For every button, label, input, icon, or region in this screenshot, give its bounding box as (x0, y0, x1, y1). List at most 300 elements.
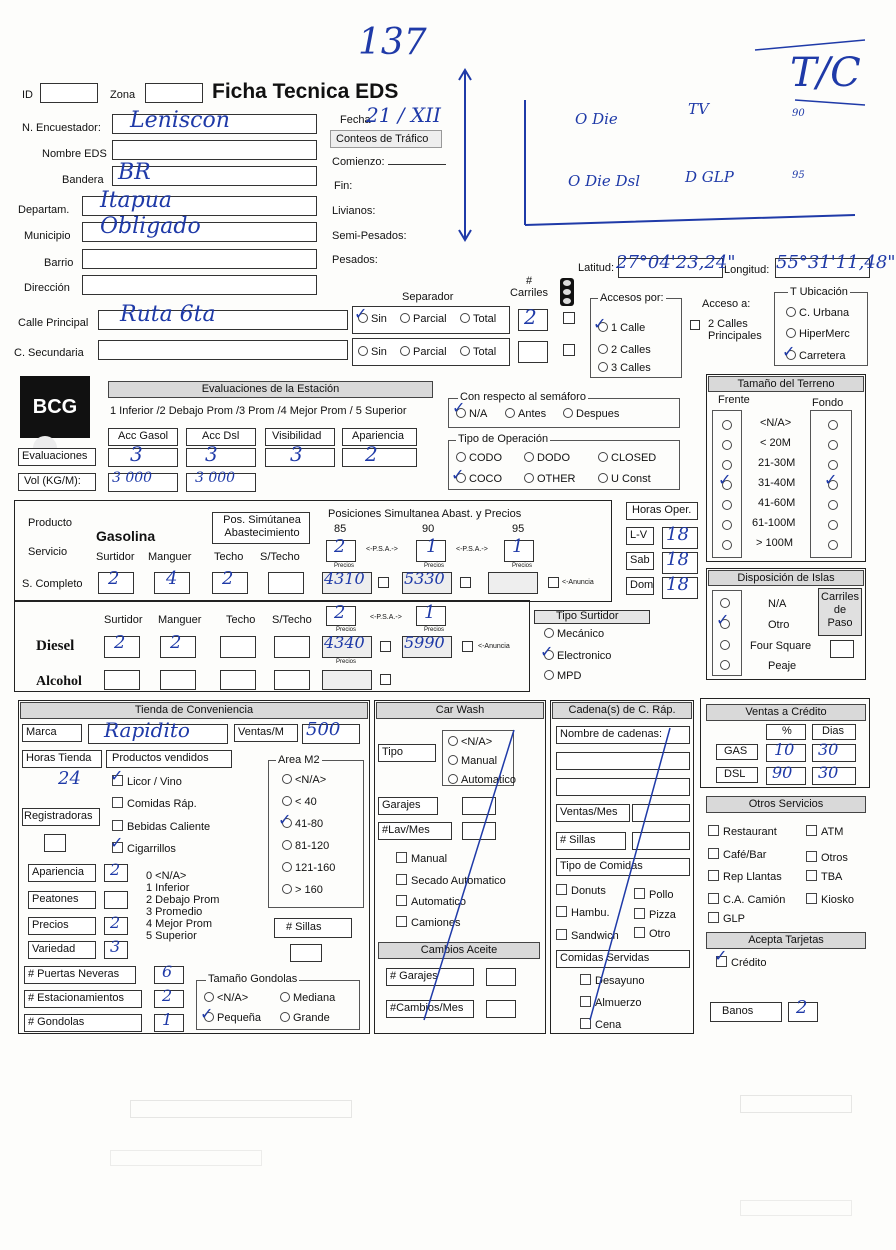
islas-peaje-radio[interactable] (720, 660, 730, 670)
op-coco-label: COCO (469, 473, 502, 485)
carriles-secundaria-check[interactable] (563, 344, 575, 356)
eval-visibilidad-value: 3 (290, 442, 303, 466)
tipo-auto-label: Automatico (461, 774, 517, 786)
gond-pequena-mark: ✓ (200, 1004, 214, 1023)
sep1-total-label: Total (473, 313, 497, 325)
os-tba[interactable] (806, 870, 842, 883)
alcohol-precio-field[interactable] (322, 670, 372, 690)
gond-grande-label: Grande (293, 1012, 330, 1024)
livianos-label: Livianos: (332, 205, 376, 217)
alcohol-manguer-field[interactable] (160, 670, 196, 690)
vol-gas-value: 3 000 (112, 470, 153, 486)
s-completo-label: S. Completo (22, 578, 83, 590)
acceso-1calle-label: 1 Calle (611, 322, 646, 334)
carriles-secundaria-field[interactable] (518, 341, 548, 363)
prod-licor-label: Licor / Vino (127, 776, 182, 788)
prod-comidas[interactable] (112, 797, 197, 810)
surtidor-mpd-label: MPD (557, 670, 582, 682)
ventas-label: Ventas/M (238, 726, 284, 738)
diesel-label: Diesel (36, 638, 75, 654)
cs-cena-label: Cena (595, 1019, 622, 1031)
islas-na[interactable] (720, 598, 733, 610)
op-codo[interactable] (456, 452, 502, 464)
op-codo-label: CODO (469, 452, 502, 464)
tipo-na-label: <N/A> (461, 736, 493, 748)
gond-na[interactable] (204, 992, 248, 1004)
pos-sim-label: Pos. Simútanea Abastecimiento (223, 514, 301, 539)
eval-accgasol-value: 3 (130, 442, 143, 466)
calle-secundaria-label: C. Secundaria (14, 347, 84, 359)
registradoras-field[interactable] (44, 834, 66, 852)
frente-100-radio[interactable] (722, 540, 732, 550)
surtidor-electronico-label: Electronico (557, 650, 612, 662)
op-closed-radio[interactable] (598, 452, 608, 462)
form-title: Ficha Tecnica EDS (212, 80, 399, 103)
diesel-surtidor-value: 2 (114, 632, 126, 653)
os-rep-llantas[interactable] (708, 870, 782, 883)
gas-techo-value: 2 (222, 568, 234, 589)
op-dodo[interactable] (524, 452, 570, 464)
terreno-opt-20: < 20M (760, 437, 791, 449)
peatones-field[interactable] (104, 891, 128, 909)
area-121160[interactable] (282, 862, 335, 874)
op-other[interactable] (524, 473, 576, 485)
fecha-value: 21 / XII (366, 103, 441, 127)
terreno-title: Tamaño del Terreno (708, 376, 864, 392)
os-otros[interactable] (806, 851, 848, 864)
op-closed[interactable] (598, 452, 656, 464)
horas-dom-value: 18 (666, 574, 689, 595)
op-codo-radio[interactable] (456, 452, 466, 462)
os-atm[interactable] (806, 825, 843, 838)
gasolina-label: Gasolina (96, 528, 156, 544)
os-camion-check[interactable] (708, 893, 719, 904)
sep1-total[interactable] (460, 313, 496, 325)
cadenas-strike (550, 720, 694, 1034)
sep1-sin-mark: ✓ (354, 304, 368, 323)
gondolas-label: # Gondolas (28, 1016, 85, 1028)
anuncia-check[interactable] (548, 577, 559, 588)
acceso-2calles-radio[interactable] (598, 344, 608, 354)
os-cafe-label: Café/Bar (723, 849, 767, 861)
tarjetas-title: Acepta Tarjetas (706, 932, 866, 949)
area-121160-radio[interactable] (282, 862, 292, 872)
sep2-parcial-radio[interactable] (400, 346, 410, 356)
cadenas-title: Cadena(s) de C. Ráp. (552, 702, 692, 719)
octano-95: 95 (512, 523, 525, 535)
surtidor-mpd-radio[interactable] (544, 670, 554, 680)
sep2-total-radio[interactable] (460, 346, 470, 356)
separador-label: Separador (402, 291, 454, 303)
prod-licor-mark: ✓ (110, 766, 124, 785)
tc-donuts-label: Donuts (571, 885, 606, 897)
note-2a: O Die Dsl (568, 172, 641, 190)
tipo-label: Tipo (382, 746, 403, 758)
os-camion-label: C.A. Camión (723, 894, 786, 906)
ubicacion-hipermerc[interactable] (786, 328, 850, 340)
islas-peaje[interactable] (720, 660, 733, 672)
col-techo: Techo (214, 551, 244, 563)
gond-na-radio[interactable] (204, 992, 214, 1002)
terreno-rows (712, 416, 862, 556)
sep2-sin-label: Sin (371, 346, 387, 358)
precio85-value: 4310 (324, 569, 365, 588)
sillas-label: # Sillas (286, 921, 322, 933)
surtidor-electronico[interactable] (544, 650, 611, 662)
scale-1: 1 Inferior (146, 882, 190, 894)
nombre-cadenas-label: Nombre de cadenas: (560, 728, 663, 740)
eval-accgasol-field[interactable] (108, 448, 178, 467)
marca-value: Rapidito (104, 718, 190, 742)
evaluaciones-title: Evaluaciones de la Estación (108, 381, 433, 398)
tienda-title: Tienda de Conveniencia (20, 702, 368, 719)
prod-bebidas[interactable] (112, 820, 210, 833)
area-81120[interactable] (282, 840, 329, 852)
credito-title: Ventas a Crédito (706, 704, 866, 721)
semaforo-despues[interactable] (563, 408, 619, 420)
scale-5: 5 Superior (146, 930, 197, 942)
os-restaurant[interactable] (708, 825, 777, 838)
eval-col-visibilidad-label: Visibilidad (272, 430, 322, 442)
surtidor-mecanico-radio[interactable] (544, 628, 554, 638)
diesel-anuncia-label: <-Anuncia (478, 643, 510, 650)
operacion-label: Tipo de Operación (458, 433, 549, 445)
horas-tienda-label: Horas Tienda (26, 752, 92, 764)
sep2-parcial-label: Parcial (413, 346, 447, 358)
op-uconst-radio[interactable] (598, 473, 608, 483)
area-4180-mark: ✓ (278, 810, 292, 829)
terreno-opt-100: > 100M (756, 537, 793, 549)
evaluaciones-row-text: Evaluaciones (22, 450, 88, 462)
id-label: ID (22, 89, 33, 101)
prod-cigarrillos-label: Cigarrillos (127, 843, 176, 855)
eval-accdsl-value: 3 (205, 442, 218, 466)
area-na[interactable] (282, 774, 326, 786)
banos-value: 2 (796, 997, 808, 1018)
acceso-2calles-principales-check[interactable] (690, 320, 700, 330)
area-121160-label: 121-160 (295, 862, 336, 874)
precio85-check[interactable] (378, 577, 389, 588)
islas-four-label: Four Square (750, 640, 812, 652)
psa-1: <-P.S.A.-> (366, 546, 398, 553)
gas-surtidor-value: 2 (108, 568, 120, 589)
latitud-value: 27°04'23,24" (616, 252, 736, 273)
traffic-light-icon (560, 278, 574, 306)
tarjetas-credito-mark: ✓ (714, 946, 728, 965)
gas-manguer-value: 4 (166, 568, 178, 589)
sep2-total-label: Total (473, 346, 497, 358)
diesel-precios-2: Precios (424, 627, 445, 633)
fondo-20-radio[interactable] (828, 440, 838, 450)
calle-secundaria-field[interactable] (98, 340, 348, 360)
gond-mediana-radio[interactable] (280, 992, 290, 1002)
alcohol-check[interactable] (380, 674, 391, 685)
frente-2130-radio[interactable] (722, 460, 732, 470)
surtidor-mpd[interactable] (544, 670, 581, 682)
dsl-dias-value: 30 (818, 763, 839, 782)
fondo-2130-radio[interactable] (828, 460, 838, 470)
nombre-eds-field[interactable] (112, 140, 317, 160)
estacionamientos-label: # Estacionamientos (28, 992, 124, 1004)
cambios-title: Cambios Aceite (378, 942, 540, 959)
latitud-label: Latitud: (578, 262, 615, 274)
sep1-parcial[interactable] (400, 313, 447, 325)
tipo-comidas-label: Tipo de Comidas (560, 860, 643, 872)
semaforo-despues-radio[interactable] (563, 408, 573, 418)
servicio-label: Servicio (28, 546, 68, 558)
gas-stecho-field[interactable] (268, 572, 304, 594)
sep2-parcial[interactable] (400, 346, 447, 358)
comienzo-label: Comienzo: (332, 156, 385, 168)
semaforo-antes[interactable] (505, 408, 546, 420)
islas-title: Disposición de Islas (708, 570, 864, 586)
ubicacion-urbana-radio[interactable] (786, 307, 796, 317)
eval-apariencia-field[interactable] (342, 448, 417, 467)
os-restaurant-check[interactable] (708, 825, 719, 836)
area-81120-radio[interactable] (282, 840, 292, 850)
sep1-parcial-radio[interactable] (400, 313, 410, 323)
gond-mediana[interactable] (280, 992, 335, 1004)
page-number: 137 (358, 22, 427, 63)
bleed-through-area (100, 1050, 860, 1240)
marca-label: Marca (26, 726, 57, 738)
banos-label: Banos (722, 1005, 754, 1017)
ventas-value: 500 (306, 719, 341, 740)
alcohol-stecho-field[interactable] (274, 670, 310, 690)
alcohol-surtidor-field[interactable] (104, 670, 140, 690)
bcg-logo: BCG (20, 376, 90, 438)
diesel-precio1-check[interactable] (380, 641, 391, 652)
area-na-radio[interactable] (282, 774, 292, 784)
barrio-field[interactable] (82, 249, 317, 269)
op-coco-mark: ✓ (451, 465, 465, 484)
gas-pct-value: 10 (774, 740, 795, 759)
carriles-paso-field[interactable] (830, 640, 854, 658)
os-cafe-check[interactable] (708, 848, 719, 859)
prod-cigarrillos-mark: ✓ (110, 833, 124, 852)
col-stecho: S/Techo (260, 551, 300, 563)
area-label: Area M2 (278, 754, 320, 766)
gond-na-label: <N/A> (217, 992, 249, 1004)
islas-four[interactable] (720, 640, 733, 652)
ubicacion-hipermerc-radio[interactable] (786, 328, 796, 338)
semaforo-despues-label: Despues (576, 408, 620, 420)
col-surtidor: Surtidor (96, 551, 135, 563)
os-cafe[interactable] (708, 848, 766, 861)
encuestador-label: N. Encuestador: (22, 122, 101, 134)
variedad-value: 3 (110, 937, 121, 956)
os-rep-llantas-label: Rep Llantas (723, 871, 782, 883)
terreno-opt-2130: 21-30M (758, 457, 796, 469)
diesel-techo-field[interactable] (220, 636, 256, 658)
tc-otro-label: Otro (649, 928, 671, 940)
op-uconst[interactable] (598, 473, 651, 485)
os-glp[interactable] (708, 912, 745, 925)
fondo-4160-radio[interactable] (828, 500, 838, 510)
eval-col-accdsl-label: Acc Dsl (202, 430, 240, 442)
op-other-label: OTHER (537, 473, 576, 485)
surtidor-mecanico[interactable] (544, 628, 604, 640)
frente-na-radio[interactable] (722, 420, 732, 430)
area-na-label: <N/A> (295, 774, 327, 786)
sep2-sin[interactable] (358, 346, 387, 358)
area-160-label: > 160 (295, 884, 323, 896)
area-160-radio[interactable] (282, 884, 292, 894)
diesel-pos2-value: 1 (424, 602, 436, 623)
gondolas-size-title: Tamaño Gondolas (208, 973, 298, 985)
pesados-label: Pesados: (332, 254, 378, 266)
ubicacion-urbana[interactable] (786, 307, 849, 319)
area-40[interactable] (282, 796, 317, 808)
gondolas-value: 1 (162, 1010, 173, 1029)
acceso-2calles-label: 2 Calles (611, 344, 651, 356)
peatones-label: Peatones (32, 893, 79, 905)
sep1-total-radio[interactable] (460, 313, 470, 323)
acceso-2calles-principales-label: 2 Calles Principales (708, 318, 762, 342)
alcohol-techo-field[interactable] (220, 670, 256, 690)
os-restaurant-label: Restaurant (723, 826, 777, 838)
horas-dom-label: Dom (630, 579, 654, 591)
islas-na-radio[interactable] (720, 598, 730, 608)
frente-20-radio[interactable] (722, 440, 732, 450)
productos-label: Productos vendidos (112, 752, 209, 764)
os-kiosko-label: Kiosko (821, 894, 855, 906)
horas-title: Horas Oper. (632, 504, 692, 516)
op-dodo-label: DODO (537, 452, 570, 464)
sillas-field[interactable] (290, 944, 322, 962)
c-mes-label: #Cambios/Mes (390, 1002, 464, 1014)
calle-principal-value: Ruta 6ta (120, 302, 216, 327)
os-tba-check[interactable] (806, 870, 817, 881)
os-otros-label: Otros (821, 852, 848, 864)
sep2-total[interactable] (460, 346, 496, 358)
acceso-3calles[interactable] (598, 362, 651, 374)
eval-col-accgasol-label: Acc Gasol (118, 430, 169, 442)
zona-label: Zona (110, 89, 136, 101)
diesel-pos1-value: 2 (334, 602, 346, 623)
tc-hambu-label: Hambu. (571, 907, 610, 919)
c-garajes-label: # Garajes (390, 970, 438, 982)
islas-four-radio[interactable] (720, 640, 730, 650)
os-kiosko-check[interactable] (806, 893, 817, 904)
otros-title: Otros Servicios (706, 796, 866, 813)
frente-61100-radio[interactable] (722, 520, 732, 530)
cw-manual-label: Manual (411, 853, 448, 865)
op-dodo-radio[interactable] (524, 452, 534, 462)
diesel-precios-3: Precios (336, 659, 357, 665)
prod-comidas-check[interactable] (112, 797, 123, 808)
os-atm-check[interactable] (806, 825, 817, 836)
note-1a: O Die (575, 110, 618, 128)
fondo-100-radio[interactable] (828, 540, 838, 550)
bandera-label: Bandera (62, 174, 104, 186)
longitud-label: Longitud: (724, 264, 770, 276)
bandera-value: BR (118, 160, 151, 185)
acceso-2calles[interactable] (598, 344, 651, 356)
cw-camiones-label: Camiones (411, 917, 461, 929)
islas-na-label: N/A (768, 598, 787, 610)
registradoras-label: Registradoras (24, 810, 93, 822)
tc-pollo-label: Pollo (649, 889, 674, 901)
os-rep-llantas-check[interactable] (708, 870, 719, 881)
carriles-principal-check[interactable] (563, 312, 575, 324)
frente-3140-mark: ✓ (718, 470, 732, 489)
id-field[interactable] (40, 83, 98, 103)
os-otros-check[interactable] (806, 851, 817, 862)
diesel-precio1-value: 4340 (324, 633, 365, 652)
os-glp-check[interactable] (708, 912, 719, 923)
dsl-label: DSL (724, 768, 746, 780)
precio95-field[interactable] (488, 572, 538, 594)
cs-almuerzo-label: Almuerzo (595, 997, 642, 1009)
tc-sandwich-label: Sandwich (571, 930, 619, 942)
area-40-radio[interactable] (282, 796, 292, 806)
fondo-na-radio[interactable] (828, 420, 838, 430)
barrio-label: Barrio (44, 257, 74, 269)
octano-90: 90 (422, 523, 435, 535)
sep2-sin-radio[interactable] (358, 346, 368, 356)
fondo-3140-mark: ✓ (824, 470, 838, 489)
terreno-opt-na: <N/A> (760, 417, 792, 429)
ubicacion-urbana-label: C. Urbana (799, 307, 850, 319)
cadena-ventas-label: Ventas/Mes (560, 806, 618, 818)
precio90-check[interactable] (460, 577, 471, 588)
fondo-61100-radio[interactable] (828, 520, 838, 530)
semaforo-antes-label: Antes (518, 408, 547, 420)
gond-grande[interactable] (280, 1012, 330, 1024)
tc-pizza-label: Pizza (649, 909, 676, 921)
prod-bebidas-check[interactable] (112, 820, 123, 831)
direccion-field[interactable] (82, 275, 317, 295)
op-closed-label: CLOSED (611, 452, 657, 464)
gas-dias-value: 30 (818, 740, 839, 759)
garajes-label: Garajes (382, 799, 421, 811)
diesel-stecho-field[interactable] (274, 636, 310, 658)
area-160[interactable] (282, 884, 323, 896)
pos90-value: 1 (426, 536, 438, 557)
acceso-a-label: Acceso a: (702, 298, 751, 310)
note-1b: TV (688, 100, 709, 118)
gond-grande-radio[interactable] (280, 1012, 290, 1022)
gond-pequena-label: Pequeña (217, 1012, 262, 1024)
op-other-radio[interactable] (524, 473, 534, 483)
islas-otro-label: Otro (768, 619, 790, 631)
alcohol-label: Alcohol (36, 674, 82, 689)
eval-accdsl-field[interactable] (186, 448, 256, 467)
semaforo-antes-radio[interactable] (505, 408, 515, 418)
os-camion[interactable] (708, 893, 785, 906)
horas-lv-value: 18 (666, 524, 689, 545)
acceso-3calles-radio[interactable] (598, 362, 608, 372)
horas-tienda-value: 24 (58, 768, 81, 789)
os-kiosko[interactable] (806, 893, 854, 906)
terreno-frente: Frente (718, 394, 750, 406)
vol-label: Vol (KG/M): (24, 475, 81, 487)
area-40-label: < 40 (295, 796, 317, 808)
departamento-value: Itapua (100, 188, 173, 213)
frente-4160-radio[interactable] (722, 500, 732, 510)
acceso-1calle-mark: ✓ (593, 314, 607, 333)
diesel-col-surtidor: Surtidor (104, 614, 143, 626)
carriles-principal-value: 2 (524, 305, 537, 329)
zona-field[interactable] (145, 83, 203, 103)
tipo-manual-label: Manual (461, 755, 498, 767)
prod-comidas-label: Comidas Ráp. (127, 798, 197, 810)
precios-label: Precios (32, 919, 69, 931)
gas-label: GAS (724, 745, 748, 757)
os-atm-label: ATM (821, 826, 844, 838)
diesel-anuncia-check[interactable] (462, 641, 473, 652)
